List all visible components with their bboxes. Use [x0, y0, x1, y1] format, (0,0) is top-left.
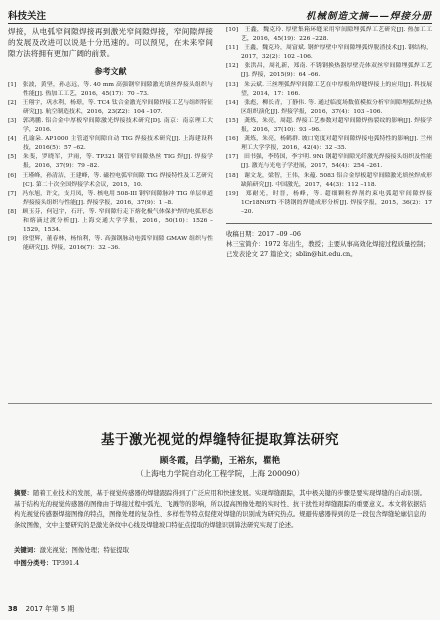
reference-item: [17] 田书强，李铸国，李宇明. 9Ni 钢超窄间隙光纤激光焊接接头组织及性能[J]. 激光与光电子学进展，2017，54(4)：254 –261. [226, 154, 432, 170]
journal-name: 机械制造文摘——焊接分册 [305, 11, 432, 22]
received-date: 收稿日期：2017 –09 –06 [226, 229, 301, 238]
reference-item: [2] 王翔宇，巩水利，杨璟，等. TC4 钛合金激光窄间隙焊接工艺与组织特征研究[J]. 航空制造技术，2016，23(Z2)：104 –107. [8, 99, 213, 115]
body-paragraph: 焊接，从电弧窄间隙焊接再到激光窄间隙焊接，窄间隙焊接的发展及改进可以说是十分迅速的。可以预见，在未来窄间隙方法将拥有更加广阔的前景。 [8, 27, 213, 59]
references-list-right [226, 26, 432, 217]
header-rule [8, 23, 432, 24]
issue-info: 2017 年第 5 期 [25, 605, 75, 613]
author-bio: 林三宝简介：1972 年出生，教授；主要从事高效化焊接过程质量控制；已发表论文 27 篇论文；sblin@hit.edu.cn。 [226, 239, 430, 258]
reference-item: [5] 朱斐，罗晓军，尹雨，等. TP321 钢管窄间隙热丝 TIG 焊[J]. 焊接学报，2016，37(9)：79 –82. [8, 154, 213, 170]
reference-item: [1] 张波，黄坚，孙志远，等. 40 mm 高强钢窄间隙激光填丝焊接头组织与性能[J]. 热加工工艺，2016，45(17)：70 –73. [8, 81, 213, 97]
article-title: 基于激光视觉的焊缝特征提取算法研究 [101, 432, 339, 448]
keywords-text: 激光视觉；图像处理；特征提取 [39, 546, 130, 554]
page-header [8, 6, 432, 22]
reference-item: [7] 冯东旭，许文，支月凤，等. 核电用 508-III 钢窄间隙脉冲 TIG 单层单道焊接接头组织与性能[J]. 焊接学报，2016，37(9)：1 –8. [8, 190, 213, 206]
page-footer [8, 603, 74, 613]
page-number: 38 [8, 605, 18, 613]
reference-item: [14] 张彪，柳长青，丁静伟. 等. 通过临度场数值模拟分析窄间隙埋弧焊过热区组织演化[J]. 焊接学报，2016，37(4)：103 –106. [226, 99, 432, 115]
article-divider [8, 403, 432, 404]
article-authors: 顾冬霞，吕学勤，王裕东，瞿艳 [159, 456, 281, 466]
right-column [226, 26, 432, 259]
abstract [14, 489, 426, 531]
references-heading: 参考文献 [94, 66, 127, 76]
reference-item: [12] 张洪昌，周礼新，郑南. 不锈钢换热器厚壁壳体双丝窄间隙埋弧焊工艺[J]. 焊接，2015(9)：64 –66. [226, 63, 432, 79]
keywords [14, 545, 426, 554]
abstract-text: 随着工业技术的发展，基于视觉传感器的焊缝跟踪得到了广泛应用和快速发展。实现焊缝跟踪，其中极关键的步骤是要实现焊缝的自动识别。基于结构光的视觉传感器的图像由于焊接过程中弧光、飞溅等的影响，所以提高图像处理的实时性、抗干扰性对焊缝跟踪的重要意义。本文将依据结构光视觉传感器焊接图像的特点，图像处理的复杂性、多样性等特点促使对焊缝的识别成为研究热点。规避传感器得到的是一段包含焊缝轮廓信息的条纹图像，文中主要研究的是激光条纹中心线及焊缝坡口特征点提取的焊缝识别算法研究实现了论述。 [14, 490, 427, 529]
classification-number [14, 558, 426, 567]
keywords-label: 关键词： [14, 546, 40, 554]
reference-item: [19] 郑耐光，时晋，杨峰，等. 超细颗粒焊剂约束电弧超窄间隙焊接 1Cr18Ni9Ti 不锈钢的焊缝成形分析[J]. 焊接学报，2015，36(2)：17 –20. [226, 190, 432, 215]
reference-item: [16] 龚炼，朱亮，杨鹤群. 坡口宽度对超窄间隙焊接电弧特性的影响[J]. 兰州理工大学学报，2016，42(4)：32 –35. [226, 136, 432, 152]
reference-item: [9] 徐望辉，董春林，杨怡利，等. 高强钢脉动电弧窄间隙 GMAW 组织与性能研究[J]. 焊接，2016(7)：32 –36. [8, 236, 213, 252]
reference-item: [11] 王鑫，魏克玲，周富斌. 钢炉厚壁中窄间隙埋弧焊脱渣技术[J]. 钢结构，2017，32(2)：102 –106. [226, 45, 432, 61]
reference-item: [8] 顾玉芬，何冠宇，石玗，等. 窄间隙行走下熔化极气体保护焊的电弧形态和熔滴过渡分析[J]. 上海交通大学学报，2016，50(10)：1526 –1529，1534. [8, 208, 213, 234]
reference-item: [18] 谢文龙，梁智，王伟，朱蕴. 5083 铝合金厚板超窄间隙激光填丝焊成形缺陷研究[J]. 中国激光，2017，44(3)：112 –118. [226, 172, 432, 188]
references-list-left [8, 81, 213, 254]
clc-label: 中图分类号： [14, 559, 53, 567]
clc-text: TP391.4 [52, 559, 80, 567]
meta-divider [226, 223, 432, 224]
article-affiliation: （上海电力学院自动化工程学院，上海 200090） [135, 469, 305, 478]
reference-item: [10] 王鑫，魏克玲. 厚壁集箱环缝采用窄间隙埋弧焊工艺研究[J]. 热加工工艺，2016，45(19)：226 –228. [226, 27, 432, 43]
reference-item: [15] 龚炼，朱亮，周超. 焊接工艺参数对超窄间隙焊热裂纹的影响[J]. 焊接学报，2016，37(10)：93 –96. [226, 117, 432, 134]
reference-item: [6] 王瑾峰，孙清洁，王建峰，等. 磁控电弧窄间隙 TIG 焊接特性及工艺研究[C]. 第二十次全国焊接学术会议，2015，10. [8, 172, 213, 188]
abstract-label: 摘要： [14, 490, 34, 497]
reference-item: [13] 朱云斌. 三丝埋弧焊窄间隙工艺在中厚板角焊缝焊接上的应用[J]. 科技展望，2014，17：166. [226, 81, 432, 97]
section-label: 科技关注 [8, 11, 47, 22]
reference-item: [3] 郭鸿鹏. 铝合金中厚板窄间隙激光焊接技术研究[D]. 南京：南京理工大学，2016. [8, 117, 213, 134]
left-column [8, 26, 213, 253]
reference-item: [4] 孔谕朵. AP1000 主管道窄间隙自动 TIG 焊接技术研究[J]. 上海建设科技，2016(5)：57 –62. [8, 136, 213, 152]
